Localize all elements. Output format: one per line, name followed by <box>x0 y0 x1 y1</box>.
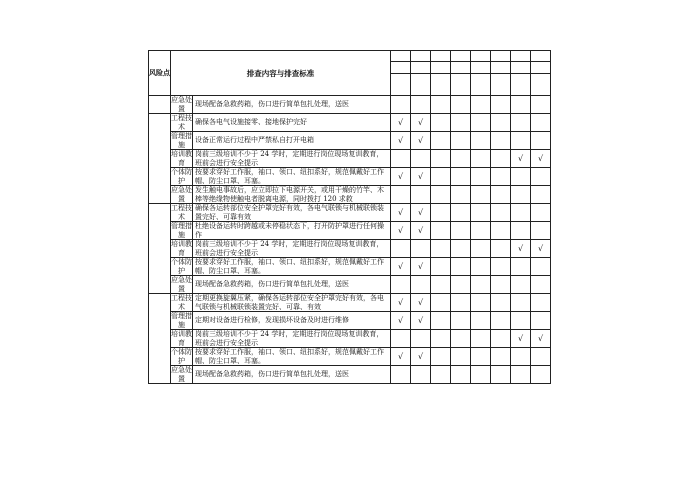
header-cell <box>451 62 471 73</box>
risk-point-cell <box>149 114 171 204</box>
risk-point-cell <box>149 96 171 114</box>
empty-mark-cell <box>491 96 511 114</box>
inspection-standard-cell: 杜绝设备运转时跨越或未停稳状态下，打开防护罩进行任何操作 <box>193 222 391 240</box>
header-row <box>149 51 551 62</box>
empty-mark-cell <box>531 276 551 294</box>
header-cell <box>531 62 551 73</box>
measure-category-cell: 工程技术 <box>171 294 192 311</box>
empty-mark-cell <box>531 366 551 384</box>
empty-mark-cell <box>411 276 431 294</box>
measure-category-cell: 应急处置 <box>171 366 192 383</box>
empty-mark-cell <box>451 312 471 330</box>
header-cell <box>431 62 451 73</box>
empty-mark-cell <box>431 330 451 348</box>
header-cell <box>391 62 411 73</box>
empty-mark-cell <box>451 276 471 294</box>
empty-mark-cell <box>531 312 551 330</box>
measure-category-cell: 培训教育 <box>171 150 192 167</box>
check-mark-cell: √ <box>531 240 551 258</box>
empty-mark-cell <box>451 186 471 204</box>
table-row <box>149 150 551 168</box>
empty-mark-cell <box>491 348 511 366</box>
table-row <box>149 132 551 150</box>
inspection-standard-cell: 现场配备急救药箱，伤口进行简单包扎处理，送医 <box>193 96 391 114</box>
check-mark-cell: √ <box>511 240 531 258</box>
header-cell <box>491 73 511 96</box>
table-row <box>149 258 551 276</box>
check-mark-cell: √ <box>511 330 531 348</box>
empty-mark-cell <box>451 168 471 186</box>
empty-mark-cell <box>391 186 411 204</box>
empty-mark-cell <box>451 366 471 384</box>
empty-mark-cell <box>491 312 511 330</box>
empty-mark-cell <box>471 168 491 186</box>
check-mark-cell: √ <box>411 114 431 132</box>
header-cell <box>471 62 491 73</box>
empty-mark-cell <box>511 222 531 240</box>
empty-mark-cell <box>531 114 551 132</box>
table-row <box>149 222 551 240</box>
table-row <box>149 114 551 132</box>
check-mark-cell: √ <box>391 258 411 276</box>
table-row <box>149 168 551 186</box>
empty-mark-cell <box>431 114 451 132</box>
check-mark-cell: √ <box>511 150 531 168</box>
check-mark-cell: √ <box>411 312 431 330</box>
empty-mark-cell <box>431 168 451 186</box>
table-row <box>149 96 551 114</box>
check-mark-cell: √ <box>411 168 431 186</box>
inspection-standard-cell: 按要求穿好工作服，袖口、领口、纽扣系好，规范佩戴好工作帽、防尘口罩、耳塞。 <box>193 168 391 186</box>
empty-mark-cell <box>471 150 491 168</box>
check-mark-cell: √ <box>391 294 411 312</box>
risk-inspection-table <box>148 50 551 384</box>
content-title-header: 排查内容与排查标准 <box>171 51 391 96</box>
empty-mark-cell <box>411 330 431 348</box>
header-cell <box>411 62 431 73</box>
empty-mark-cell <box>471 330 491 348</box>
empty-mark-cell <box>491 240 511 258</box>
empty-mark-cell <box>431 96 451 114</box>
empty-mark-cell <box>431 240 451 258</box>
empty-mark-cell <box>451 348 471 366</box>
empty-mark-cell <box>491 222 511 240</box>
empty-mark-cell <box>491 258 511 276</box>
empty-mark-cell <box>471 204 491 222</box>
empty-mark-cell <box>431 348 451 366</box>
empty-mark-cell <box>531 96 551 114</box>
inspection-standard-cell: 设备正常运行过程中严禁私自打开电箱 <box>193 132 391 150</box>
empty-mark-cell <box>511 186 531 204</box>
empty-mark-cell <box>511 132 531 150</box>
table-row <box>149 186 551 204</box>
empty-mark-cell <box>391 150 411 168</box>
empty-mark-cell <box>411 96 431 114</box>
measure-category-cell: 应急处置 <box>171 276 192 293</box>
header-cell <box>471 51 491 62</box>
empty-mark-cell <box>451 222 471 240</box>
check-mark-cell: √ <box>411 348 431 366</box>
header-cell <box>411 73 431 96</box>
check-mark-cell: √ <box>391 168 411 186</box>
empty-mark-cell <box>491 276 511 294</box>
risk-point-cell <box>149 204 171 294</box>
table-row <box>149 204 551 222</box>
header-cell <box>391 51 411 62</box>
empty-mark-cell <box>531 186 551 204</box>
empty-mark-cell <box>511 96 531 114</box>
empty-mark-cell <box>531 258 551 276</box>
header-cell <box>531 51 551 62</box>
empty-mark-cell <box>471 258 491 276</box>
header-cell <box>391 73 411 96</box>
empty-mark-cell <box>471 186 491 204</box>
table-row <box>149 330 551 348</box>
empty-mark-cell <box>491 330 511 348</box>
measure-category-cell: 工程技术 <box>171 204 192 221</box>
empty-mark-cell <box>431 222 451 240</box>
empty-mark-cell <box>491 168 511 186</box>
empty-mark-cell <box>451 294 471 312</box>
empty-mark-cell <box>391 240 411 258</box>
measure-category-cell: 个体防护 <box>171 168 192 185</box>
empty-mark-cell <box>431 132 451 150</box>
empty-mark-cell <box>531 348 551 366</box>
empty-mark-cell <box>451 258 471 276</box>
empty-mark-cell <box>451 330 471 348</box>
inspection-standard-cell: 按要求穿好工作服，袖口、领口、纽扣系好，规范佩戴好工作帽、防尘口罩、耳塞。 <box>193 348 391 366</box>
measure-category-cell: 培训教育 <box>171 330 192 347</box>
empty-mark-cell <box>531 132 551 150</box>
empty-mark-cell <box>431 150 451 168</box>
empty-mark-cell <box>431 186 451 204</box>
measure-category-cell: 管理措施 <box>171 132 192 149</box>
empty-mark-cell <box>471 312 491 330</box>
empty-mark-cell <box>471 348 491 366</box>
empty-mark-cell <box>431 276 451 294</box>
empty-mark-cell <box>511 366 531 384</box>
empty-mark-cell <box>451 114 471 132</box>
empty-mark-cell <box>491 114 511 132</box>
empty-mark-cell <box>451 96 471 114</box>
empty-mark-cell <box>511 204 531 222</box>
empty-mark-cell <box>471 366 491 384</box>
empty-mark-cell <box>451 240 471 258</box>
header-cell <box>451 73 471 96</box>
header-cell <box>431 73 451 96</box>
inspection-standard-cell: 确保各电气设施接零、接地保护完好 <box>193 114 391 132</box>
check-mark-cell: √ <box>391 222 411 240</box>
table-row <box>149 240 551 258</box>
empty-mark-cell <box>471 240 491 258</box>
empty-mark-cell <box>491 150 511 168</box>
measure-category-cell: 管理措施 <box>171 312 192 329</box>
empty-mark-cell <box>451 132 471 150</box>
empty-mark-cell <box>471 114 491 132</box>
table-row <box>149 294 551 312</box>
empty-mark-cell <box>431 258 451 276</box>
check-mark-cell: √ <box>531 330 551 348</box>
empty-mark-cell <box>511 258 531 276</box>
empty-mark-cell <box>531 168 551 186</box>
empty-mark-cell <box>451 150 471 168</box>
measure-category-cell: 应急处置 <box>171 186 192 203</box>
empty-mark-cell <box>531 294 551 312</box>
empty-mark-cell <box>471 132 491 150</box>
empty-mark-cell <box>391 276 411 294</box>
header-cell <box>431 51 451 62</box>
empty-mark-cell <box>411 186 431 204</box>
header-cell <box>511 62 531 73</box>
empty-mark-cell <box>391 330 411 348</box>
measure-category-cell: 应急处置 <box>171 96 192 113</box>
empty-mark-cell <box>411 150 431 168</box>
check-mark-cell: √ <box>391 132 411 150</box>
table-row <box>149 366 551 384</box>
empty-mark-cell <box>411 366 431 384</box>
empty-mark-cell <box>431 204 451 222</box>
empty-mark-cell <box>511 348 531 366</box>
empty-mark-cell <box>431 312 451 330</box>
empty-mark-cell <box>531 222 551 240</box>
check-mark-cell: √ <box>391 204 411 222</box>
risk-point-header: 风险点 <box>149 51 171 96</box>
measure-category-cell: 工程技术 <box>171 114 192 131</box>
empty-mark-cell <box>511 294 531 312</box>
inspection-standard-cell: 确保各运转部位安全护罩完好有效，各电气联锁与机械联锁装置完好、可靠有效 <box>193 204 391 222</box>
check-mark-cell: √ <box>411 294 431 312</box>
inspection-standard-cell: 定期对设备进行检修，发现损坏设备及时进行维修 <box>193 312 391 330</box>
header-cell <box>491 51 511 62</box>
empty-mark-cell <box>531 204 551 222</box>
header-cell <box>451 51 471 62</box>
empty-mark-cell <box>491 204 511 222</box>
empty-mark-cell <box>471 96 491 114</box>
empty-mark-cell <box>471 294 491 312</box>
empty-mark-cell <box>511 276 531 294</box>
measure-category-cell: 个体防护 <box>171 348 192 365</box>
measure-category-cell: 管理措施 <box>171 222 192 239</box>
empty-mark-cell <box>431 366 451 384</box>
check-mark-cell: √ <box>391 114 411 132</box>
empty-mark-cell <box>391 366 411 384</box>
check-mark-cell: √ <box>411 258 431 276</box>
empty-mark-cell <box>491 186 511 204</box>
table-row <box>149 276 551 294</box>
empty-mark-cell <box>511 312 531 330</box>
header-cell <box>471 73 491 96</box>
inspection-standard-cell: 现场配备急救药箱，伤口进行简单包扎处理，送医 <box>193 366 391 384</box>
header-cell <box>511 51 531 62</box>
measure-category-cell: 培训教育 <box>171 240 192 257</box>
table-row <box>149 312 551 330</box>
inspection-standard-cell: 岗前三级培训不少于 24 学时，定期进行岗位现场复训教育，班前会进行安全提示 <box>193 330 391 348</box>
check-mark-cell: √ <box>391 348 411 366</box>
inspection-standard-cell: 岗前三级培训不少于 24 学时，定期进行岗位现场复训教育，班前会进行安全提示 <box>193 150 391 168</box>
table-row <box>149 348 551 366</box>
empty-mark-cell <box>491 294 511 312</box>
header-cell <box>511 73 531 96</box>
empty-mark-cell <box>451 204 471 222</box>
inspection-standard-cell: 发生触电事故后，应立即拉下电源开关，或用干燥的竹竿、木棒等绝缘物使触电者脱离电源，同时拨打 120 求救 <box>193 186 391 204</box>
header-cell <box>531 73 551 96</box>
check-mark-cell: √ <box>391 312 411 330</box>
empty-mark-cell <box>471 276 491 294</box>
empty-mark-cell <box>511 114 531 132</box>
inspection-standard-cell: 按要求穿好工作服，袖口、领口、纽扣系好，规范佩戴好工作帽、防尘口罩、耳塞。 <box>193 258 391 276</box>
empty-mark-cell <box>511 168 531 186</box>
empty-mark-cell <box>391 96 411 114</box>
check-mark-cell: √ <box>411 222 431 240</box>
inspection-standard-cell: 现场配备急救药箱，伤口进行简单包扎处理，送医 <box>193 276 391 294</box>
empty-mark-cell <box>491 132 511 150</box>
empty-mark-cell <box>431 294 451 312</box>
table-body <box>149 96 551 384</box>
inspection-standard-cell: 岗前三级培训不少于 24 学时，定期进行岗位现场复训教育，班前会进行安全提示 <box>193 240 391 258</box>
header-cell <box>411 51 431 62</box>
risk-point-cell <box>149 294 171 384</box>
check-mark-cell: √ <box>411 204 431 222</box>
header-cell <box>491 62 511 73</box>
empty-mark-cell <box>471 222 491 240</box>
empty-mark-cell <box>491 366 511 384</box>
check-mark-cell: √ <box>531 150 551 168</box>
measure-category-cell: 个体防护 <box>171 258 192 275</box>
empty-mark-cell <box>411 240 431 258</box>
inspection-sheet <box>148 50 550 384</box>
inspection-standard-cell: 定期更换旋翼压紧，确保各运转部位安全护罩完好有效，各电气联锁与机械联锁装置完好、可靠、有效 <box>193 294 391 312</box>
check-mark-cell: √ <box>411 132 431 150</box>
